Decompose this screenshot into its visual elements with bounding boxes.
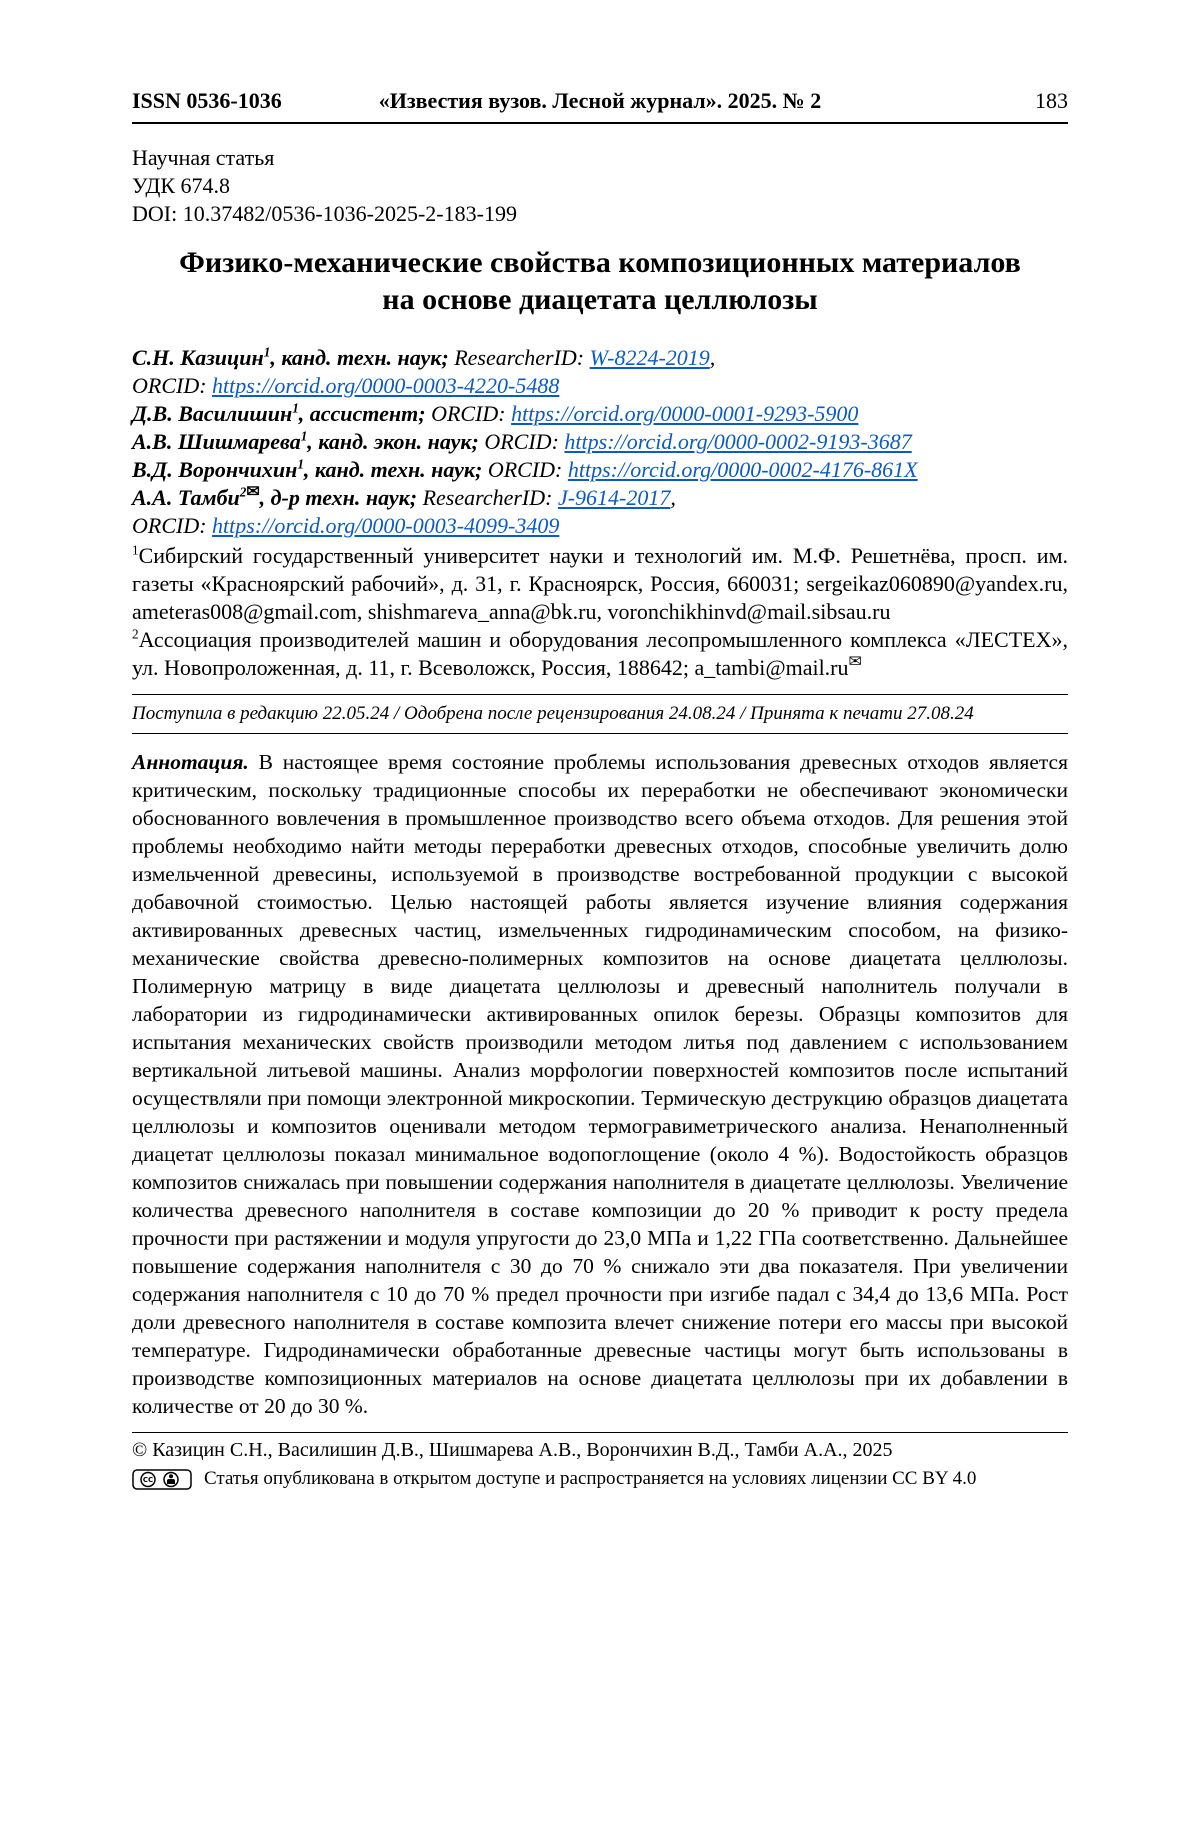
orcid-link[interactable]: https://orcid.org/0000-0002-4176-861X — [567, 457, 918, 482]
received-dates: Поступила в редакцию 22.05.24 / Одобрена после рецензирования 24.08.24 / Принята к печати 27.08.24 — [132, 703, 974, 724]
page-footer — [132, 1432, 1068, 1490]
separator: , — [670, 485, 676, 510]
affiliation-number: 1 — [132, 542, 139, 558]
article-title: Физико-механические свойства композиционных материалов на основе диацетата целлюлозы — [179, 246, 1021, 316]
author-degree: , д-р техн. наук; — [259, 485, 423, 510]
author-degree: , ассистент; — [298, 401, 432, 426]
udc-code: УДК 674.8 — [132, 173, 231, 198]
affiliation-text: Ассоциация производителей машин и оборудования лесопромышленного комплекса «ЛЕСТЕХ», ул. Новопроложенная, д. 11, г. Всеволожск, Россия, 188642; a_tambi@mail.ru — [132, 627, 1068, 680]
issn: ISSN 0536-1036 — [132, 88, 282, 113]
affiliation-ref: 1 — [292, 400, 299, 416]
separator: , — [709, 345, 716, 370]
affiliation-number: 2 — [132, 626, 139, 642]
researcher-id-link[interactable]: W-8224-2019 — [589, 345, 710, 370]
copyright-line: © Казицин С.Н., Василишин Д.В., Шишмарева А.В., Ворончихин В.Д., Тамби А.А., 2025 — [132, 1439, 893, 1461]
author-name-text: В.Д. Ворончихин — [132, 457, 298, 482]
author-entry — [132, 344, 1068, 400]
affiliation-ref: 1 — [300, 428, 308, 444]
author-name — [132, 457, 488, 482]
author-name — [132, 345, 454, 370]
affiliation-ref: 1 — [263, 344, 271, 360]
cc-by-icon — [132, 1469, 192, 1490]
affiliation — [132, 626, 1068, 682]
author-entry — [132, 400, 1068, 428]
id-label: ORCID: — [484, 429, 565, 454]
author-degree: , канд. техн. наук; — [303, 457, 488, 482]
author-name-text: А.В. Шишмарева — [132, 429, 301, 454]
abstract-label: Аннотация. — [132, 750, 259, 774]
authors-block — [132, 344, 1068, 540]
id-label: ORCID: — [132, 373, 213, 398]
author-degree: , канд. экон. наук; — [307, 429, 485, 454]
affiliations-block — [132, 542, 1068, 682]
abstract-paragraph — [132, 748, 1068, 1420]
license-line — [132, 1468, 1068, 1490]
orcid-link[interactable]: https://orcid.org/0000-0003-4099-3409 — [212, 513, 560, 538]
license-text: Статья опубликована в открытом доступе и распространяется на условиях лицензии CC BY 4.0 — [204, 1468, 977, 1489]
author-entry — [132, 484, 1068, 540]
journal-title: «Известия вузов. Лесной журнал». 2025. № 2 — [378, 88, 822, 113]
corresponding-author-icon: ✉ — [246, 483, 260, 501]
svg-text:CC: CC — [142, 1475, 154, 1484]
affiliation-ref: 2 — [239, 484, 247, 500]
orcid-link[interactable]: https://orcid.org/0000-0001-9293-5900 — [511, 401, 859, 426]
article-meta — [132, 144, 1068, 228]
affiliation-ref: 1 — [297, 456, 304, 472]
author-name — [132, 485, 423, 510]
dates-block — [132, 694, 1068, 734]
page-number: 183 — [1035, 88, 1068, 113]
author-name — [132, 429, 484, 454]
affiliation-text: Сибирский государственный университет науки и технологий им. М.Ф. Решетнёва, просп. им. газеты «Красноярский рабочий», д. 31, г. Красноярск, Россия, 660031; sergeikaz060890@yandex.ru, ameteras008@gmail.com, shishmareva_anna@bk.ru, voronchikhinvd@mail.sibsau.ru — [132, 543, 1068, 624]
doi: DOI: 10.37482/0536-1036-2025-2-183-199 — [132, 201, 517, 226]
orcid-link[interactable]: https://orcid.org/0000-0003-4220-5488 — [212, 373, 560, 398]
id-label: ResearcherID: — [454, 345, 590, 370]
author-degree: , канд. техн. наук; — [270, 345, 455, 370]
author-entry — [132, 456, 1068, 484]
author-name-text: А.А. Тамби — [132, 485, 240, 510]
affiliation — [132, 542, 1068, 626]
corresponding-author-icon: ✉ — [848, 653, 862, 671]
researcher-id-link[interactable]: J-9614-2017 — [557, 485, 671, 510]
article-type: Научная статья — [132, 145, 275, 170]
author-name-text: Д.В. Василишин — [132, 401, 293, 426]
id-label: ORCID: — [132, 513, 213, 538]
abstract-text: В настоящее время состояние проблемы использования древесных отходов является критическим, поскольку традиционные способы их переработки не обеспечивают экономически обоснованного вовлечения в промышленное производство всего объема отходов. Для решения этой проблемы необходимо найти методы переработки древесных отходов, способные увеличить долю измельченной древесины, используемой в производстве востребованной продукции с высокой добавочной стоимостью. Целью настоящей работы является изучение влияния содержания активированных древесных частиц, измельченных гидродинамическим способом, на физико-механические свойства древесно-полимерных композитов на основе диацетата целлюлозы. Полимерную матрицу в виде диацетата целлюлозы и древесный наполнитель получали в лаборатории из гидродинамически активированных опилок березы. Образцы композитов для испытания механических свойств производили методом литья под давлением с использованием вертикальной литьевой машины. Анализ морфологии поверхностей композитов после испытаний осуществляли при помощи электронной микроскопии. Термическую деструкцию образцов диацетата целлюлозы и композитов оценивали методом термогравиметрического анализа. Ненаполненный диацетат целлюлозы показал минимальное водопоглощение (около 4 %). Водостойкость образцов композитов снижалась при повышении содержания наполнителя в диацетате целлюлозы. Увеличение количества древесного наполнителя в составе композиции до 20 % приводит к росту предела прочности при растяжении и модуля упругости до 23,0 МПа и 1,22 ГПа соответственно. Дальнейшее повышение содержания наполнителя с 30 до 70 % снижало эти два показателя. При увеличении содержания наполнителя с 10 до 70 % предел прочности при изгибе падал с 34,4 до 13,6 МПа. Рост доли древесного наполнителя в составе композита влечет снижение потери его массы при высокой температуре. Гидродинамически обработанные древесные частицы могут быть использованы в производстве композиционных материалов на основе диацетата целлюлозы при их добавлении в количестве от 20 до 30 %. — [132, 750, 1068, 1418]
running-head — [132, 88, 1068, 124]
id-label: ORCID: — [487, 457, 568, 482]
author-entry — [132, 428, 1068, 456]
id-label: ResearcherID: — [422, 485, 558, 510]
author-name-text: С.Н. Казицин — [132, 345, 264, 370]
orcid-link[interactable]: https://orcid.org/0000-0002-9193-3687 — [564, 429, 912, 454]
author-name — [132, 401, 431, 426]
id-label: ORCID: — [431, 401, 512, 426]
